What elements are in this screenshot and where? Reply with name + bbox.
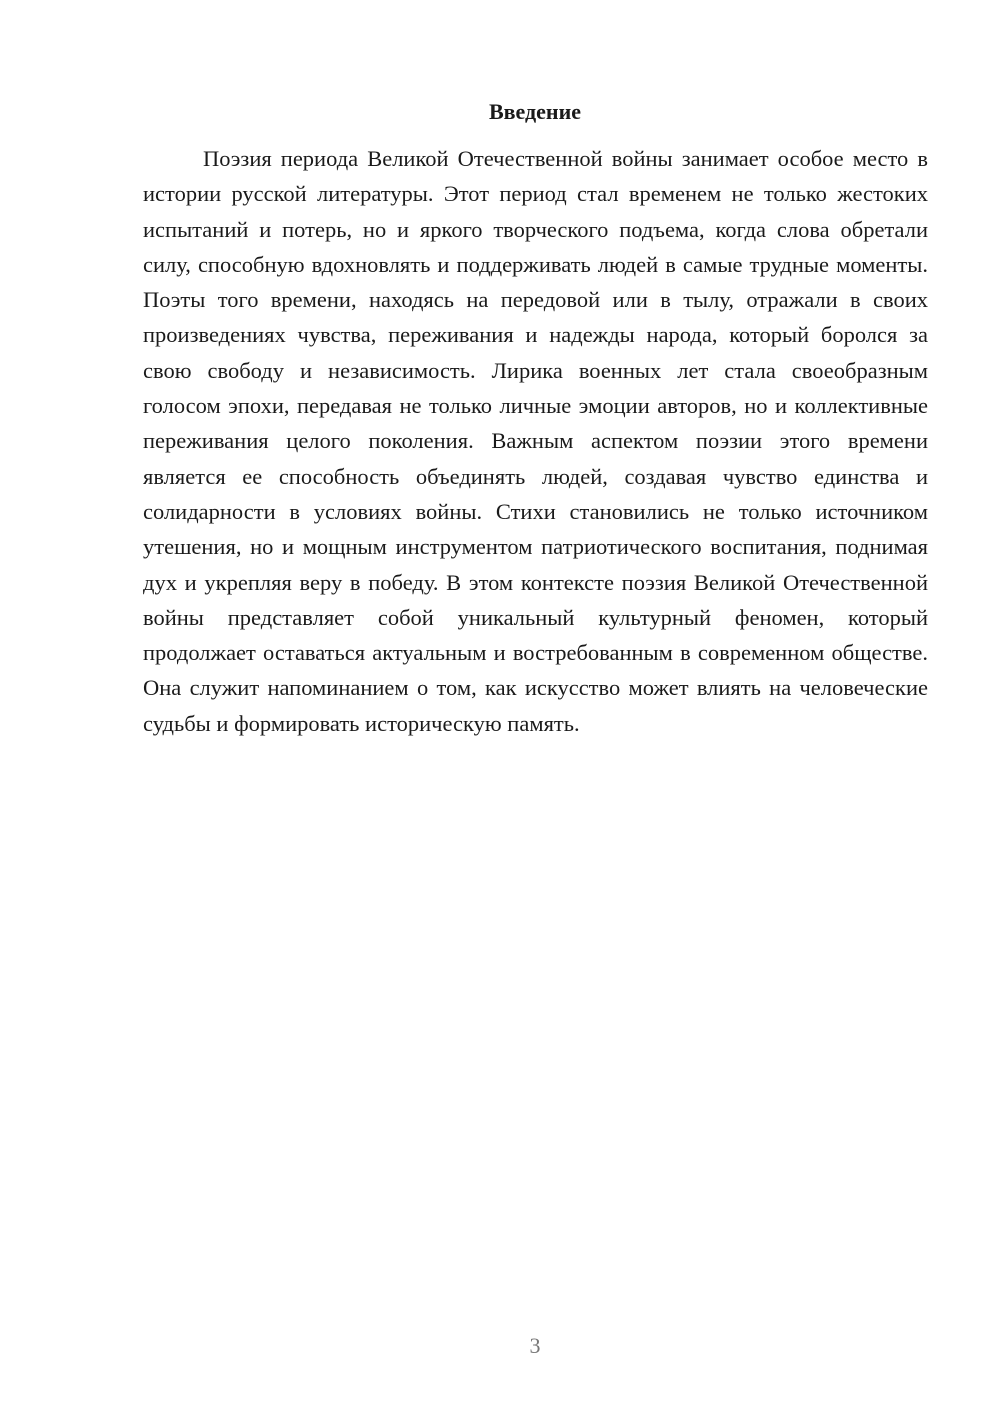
body-paragraph: Поэзия периода Великой Отечественной войны занимает особое место в истории русской литературы. Этот период стал временем не только жестоких испытаний и потерь, но и яркого творческого подъема, когда слова обретали силу, способную вдохновлять и поддерживать людей в самые трудные моменты. Поэты того времени, находясь на передовой или в тылу, отражали в своих произведениях чувства, переживания и надежды народа, который боролся за свою свободу и независимость. Лирика военных лет стала своеобразным голосом эпохи, передавая не только личные эмоции авторов, но и коллективные переживания целого поколения. Важным аспектом поэзии этого времени является ее способность объединять людей, создавая чувство единства и солидарности в условиях войны. Стихи становились не только источником утешения, но и мощным инструментом патриотического воспитания, поднимая дух и укрепляя веру в победу. В этом контексте поэзия Великой Отечественной войны представляет собой уникальный культурный феномен, который продолжает оставаться актуальным и востребованным в современном обществе. Она служит напоминанием о том, как искусство может влиять на человеческие судьбы и формировать историческую память. [143, 146, 928, 736]
section-heading: Введение [488, 99, 582, 124]
page-number: 3 [529, 1333, 541, 1358]
